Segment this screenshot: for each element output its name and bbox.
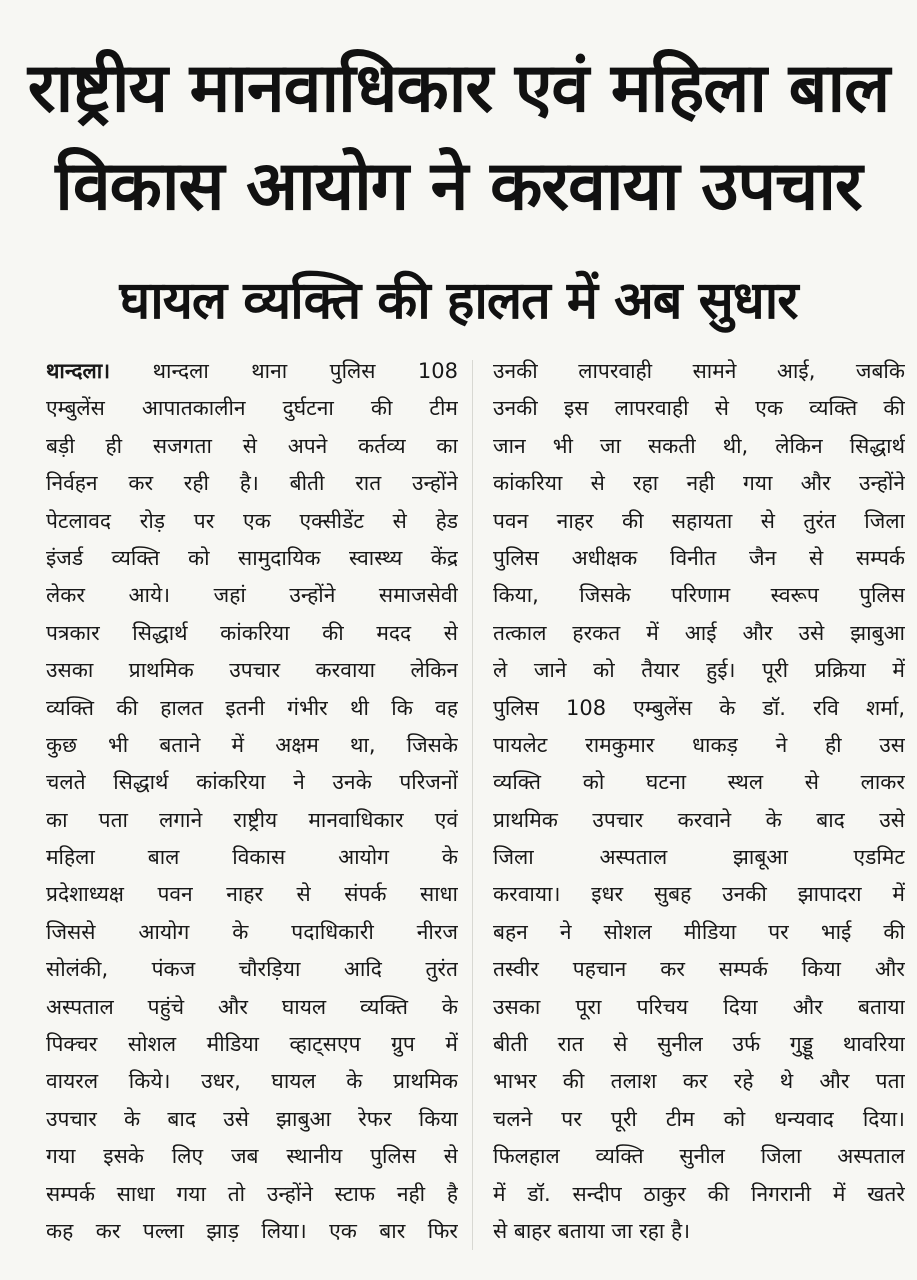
body-line: कांकरिया से रहा नही गया और उन्होंने [493, 471, 905, 496]
body-line: जान भी जा सकती थी, लेकिन सिद्धार्थ [493, 433, 905, 458]
body-line: बड़ी ही सजगता से अपने कर्तव्य का [46, 433, 458, 458]
body-line: बहन ने सोशल मीडिया पर भाई की [493, 919, 905, 944]
body-line: महिला बाल विकास आयोग के [46, 845, 458, 870]
body-line: उनकी इस लापरवाही से एक व्यक्ति की [493, 396, 905, 421]
body-line: ले जाने को तैयार हुई। पूरी प्रक्रिया में [493, 658, 905, 683]
body-line: में डॉ. सन्दीप ठाकुर की निगरानी में खतरे [493, 1181, 905, 1206]
body-line: तत्काल हरकत में आई और उसे झाबुआ [493, 620, 905, 645]
body-line: प्राथमिक उपचार करवाने के बाद उसे [493, 807, 905, 832]
body-line: पत्रकार सिद्धार्थ कांकरिया की मदद से [46, 620, 458, 645]
body-line: थान्दला थाना पुलिस 108 [152, 359, 458, 383]
body-line: तस्वीर पहचान कर सम्पर्क किया और [493, 957, 905, 982]
headline-line-1: राष्ट्रीय मानवाधिकार एवं महिला बाल [27, 49, 890, 128]
body-line: करवाया। इधर सुबह उनकी झापादरा में [493, 882, 905, 907]
subheadline: घायल व्यक्ति की हालत में अब सुधार [119, 271, 798, 331]
body-line: से बाहर बताया जा रहा है। [493, 1218, 691, 1243]
body-line: एम्बुलेंस आपातकालीन दुर्घटना की टीम [46, 396, 458, 421]
body-line: चलते सिद्धार्थ कांकरिया ने उनके परिजनों [46, 770, 458, 795]
body-line: पेटलावद रोड़ पर एक एक्सीडेंट से हेड [46, 508, 458, 533]
body-line: अस्पताल पहुंचे और घायल व्यक्ति के [46, 994, 458, 1019]
body-line: पुलिस 108 एम्बुलेंस के डॉ. रवि शर्मा, [493, 695, 905, 720]
body-line: सम्पर्क साधा गया तो उन्होंने स्टाफ नही है [46, 1181, 458, 1206]
body-line: उपचार के बाद उसे झाबुआ रेफर किया [46, 1106, 458, 1131]
body-line: लेकर आये। जहां उन्होंने समाजसेवी [46, 583, 458, 608]
body-line: पुलिस अधीक्षक विनीत जैन से सम्पर्क [493, 545, 905, 570]
body-line: कह कर पल्ला झाड़ लिया। एक बार फिर [46, 1218, 458, 1243]
headline-line-2: विकास आयोग ने करवाया उपचार [55, 147, 862, 226]
body-line: प्रदेशाध्यक्ष पवन नाहर से संपर्क साधा [46, 882, 458, 907]
dateline: थान्दला। [46, 359, 111, 383]
body-line: पायलेट रामकुमार धाकड़ ने ही उस [493, 732, 905, 757]
body-line: वायरल किये। उधर, घायल के प्राथमिक [46, 1069, 458, 1094]
body-line: निर्वहन कर रही है। बीती रात उन्होंने [46, 471, 458, 496]
column-line-first [46, 353, 458, 390]
article-column-left [46, 353, 458, 1250]
article-column-right [493, 353, 905, 1250]
body-line: चलने पर पूरी टीम को धन्यवाद दिया। [493, 1106, 905, 1131]
body-line: इंजर्ड व्यक्ति को सामुदायिक स्वास्थ्य केंद्र [46, 545, 458, 570]
body-line: गया इसके लिए जब स्थानीय पुलिस से [46, 1144, 458, 1169]
body-line: व्यक्ति की हालत इतनी गंभीर थी कि वह [46, 695, 458, 720]
body-line: जिससे आयोग के पदाधिकारी नीरज [46, 919, 458, 944]
body-line: उसका प्राथमिक उपचार करवाया लेकिन [46, 658, 458, 683]
body-line: उनकी लापरवाही सामने आई, जबकि [493, 359, 905, 383]
body-line: जिला अस्पताल झाबूआ एडमिट [493, 845, 905, 870]
body-line: पवन नाहर की सहायता से तुरंत जिला [493, 508, 905, 533]
body-line: कुछ भी बताने में अक्षम था, जिसके [46, 732, 458, 757]
body-line: फिलहाल व्यक्ति सुनील जिला अस्पताल [493, 1144, 905, 1169]
body-line: भाभर की तलाश कर रहे थे और पता [493, 1069, 905, 1094]
body-line: का पता लगाने राष्ट्रीय मानवाधिकार एवं [46, 807, 458, 832]
body-line: पिक्चर सोशल मीडिया व्हाट्सएप ग्रुप में [46, 1032, 458, 1057]
body-line: सोलंकी, पंकज चौरड़िया आदि तुरंत [46, 957, 458, 982]
column-divider [472, 360, 473, 1250]
body-line: व्यक्ति को घटना स्थल से लाकर [493, 770, 905, 795]
body-line: किया, जिसके परिणाम स्वरूप पुलिस [493, 583, 905, 608]
body-line: उसका पूरा परिचय दिया और बताया [493, 994, 905, 1019]
body-line: बीती रात से सुनील उर्फ गुड्डू थावरिया [493, 1032, 905, 1057]
